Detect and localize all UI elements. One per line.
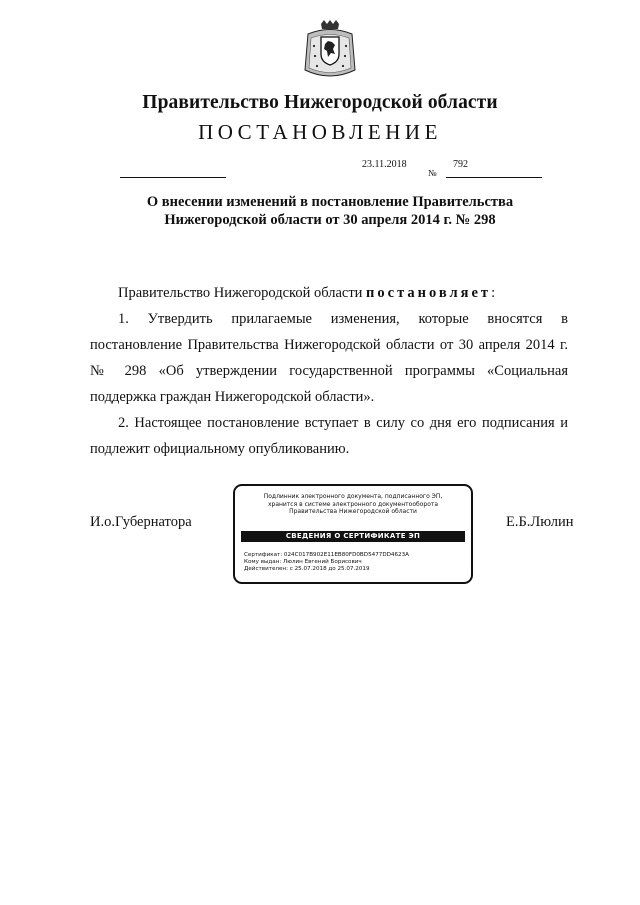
stamp-valid: Действителен: с 25.07.2018 до 25.07.2019 bbox=[244, 566, 370, 572]
preamble-text: Правительство Нижегородской области bbox=[118, 285, 363, 301]
stamp-header-line-2: хранится в системе электронного документооборота bbox=[267, 500, 439, 508]
stamp-header-line-1: Подлинник электронного документа, подписанного ЭП, bbox=[263, 493, 443, 500]
subject-line-2: Нижегородской области от 30 апреля 2014 г. № 298 bbox=[164, 212, 496, 228]
item-2: 2. Настоящее постановление вступает в силу со дня его подписания и подлежит официальному опубликованию. bbox=[90, 415, 568, 457]
document-type: ПОСТАНОВЛЕНИЕ bbox=[198, 120, 442, 144]
document-subject bbox=[100, 193, 560, 229]
stamp-header-line-3: Правительства Нижегородской области bbox=[289, 508, 417, 515]
preamble-colon: : bbox=[491, 285, 496, 301]
subject-line-1: О внесении изменений в постановление Правительства bbox=[146, 194, 514, 210]
signer-position: И.о.Губернатора bbox=[90, 514, 192, 530]
number-line bbox=[446, 177, 542, 178]
stamp-title-bar: СВЕДЕНИЯ О СЕРТИФИКАТЕ ЭП bbox=[241, 531, 465, 542]
government-name: Правительство Нижегородской области bbox=[142, 92, 498, 113]
date-line-left bbox=[120, 177, 226, 178]
e-signature-stamp bbox=[233, 484, 473, 584]
stamp-header bbox=[241, 493, 465, 516]
stamp-certificate: Сертификат: 024C017B902E11EB80FD0BD5477DD4623A bbox=[244, 552, 409, 558]
document-number: 792 bbox=[453, 159, 468, 170]
document-date: 23.11.2018 bbox=[362, 159, 407, 170]
number-sign: № bbox=[428, 168, 437, 178]
preamble bbox=[90, 280, 568, 306]
item-1: 1. Утвердить прилагаемые изменения, которые вносятся в постановление Правительства Нижегородской области от 30 апреля 2014 г. № 298 «Об утверждении государственной программы «Социальная поддержка граждан Нижегородской области». bbox=[90, 311, 568, 405]
coat-of-arms-icon bbox=[303, 20, 357, 78]
signer-name: Е.Б.Люлин bbox=[506, 514, 574, 530]
stamp-certificate-info bbox=[244, 552, 409, 573]
stamp-issued-to: Кому выдан: Люлин Евгений Борисович bbox=[244, 559, 362, 565]
preamble-verb: постановляет bbox=[366, 285, 492, 301]
document-body bbox=[90, 280, 568, 462]
